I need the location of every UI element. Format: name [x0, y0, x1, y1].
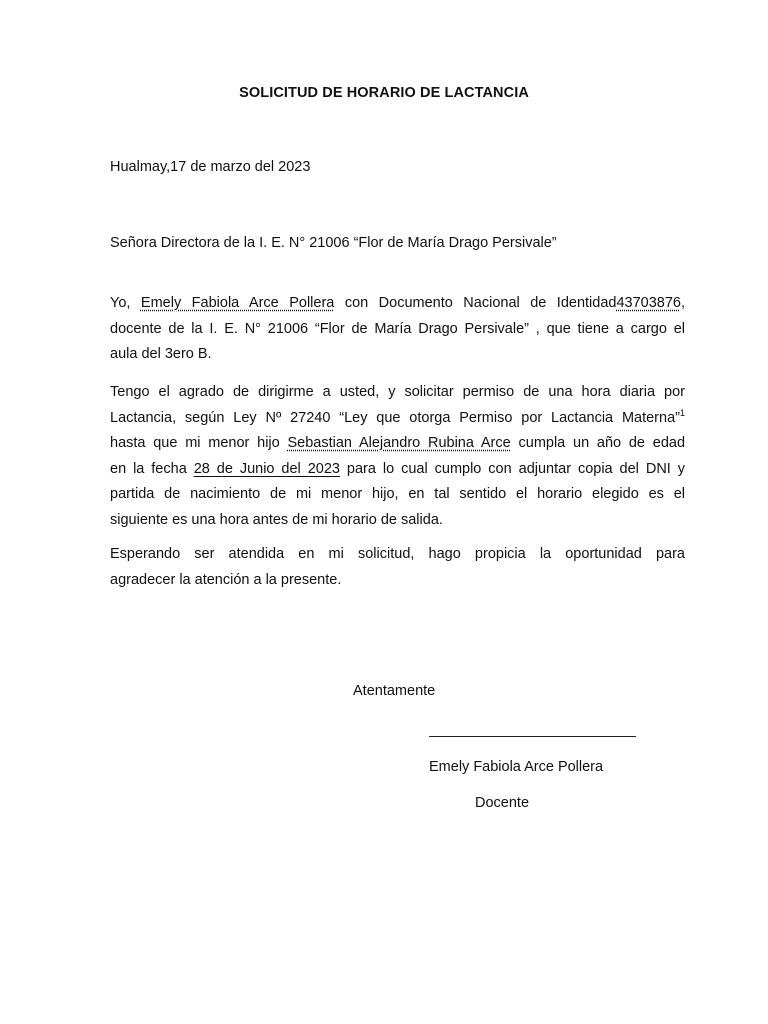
paragraph-2-line-4	[110, 457, 685, 483]
dni-number: 43703876	[616, 295, 681, 311]
paragraph-1-line-2: docente de la I. E. N° 21006 “Flor de María Drago Persivale” , que tiene a cargo el	[110, 320, 685, 337]
paragraph-2-line-5: partida de nacimiento de mi menor hijo, en tal sentido el horario elegido es el	[110, 486, 685, 502]
text-segment: Yo,	[110, 295, 131, 311]
closing-text: Atentamente	[353, 683, 436, 699]
paragraph-2	[110, 380, 685, 533]
signer-role: Docente	[475, 795, 530, 811]
document-title: SOLICITUD DE HORARIO DE LACTANCIA	[239, 85, 529, 101]
signature-line	[429, 736, 636, 737]
text-segment: con Documento Nacional de Identidad	[344, 295, 617, 311]
paragraph-1-line-3: aula del 3ero B.	[110, 346, 212, 362]
child-name: Sebastian Alejandro Rubina Arce	[287, 435, 511, 451]
teacher-name: Emely Fabiola Arce Pollera	[140, 295, 335, 311]
paragraph-2-line-2	[110, 406, 685, 432]
footnote-mark: 1	[679, 407, 685, 418]
paragraph-2-line-1: Tengo el agrado de dirigirme a usted, y solicitar permiso de una hora diaria por	[110, 384, 685, 400]
text-segment: cumpla un año de edad	[518, 435, 686, 451]
paragraph-3-line-2: agradecer la atención a la presente.	[110, 571, 342, 588]
text-segment: ,	[680, 295, 686, 311]
signer-name: Emely Fabiola Arce Pollera	[429, 759, 604, 775]
addressee: Señora Directora de la I. E. N° 21006 “Flor de María Drago Persivale”	[110, 235, 557, 251]
birthday-date: 28 de Junio del 2023	[193, 460, 340, 477]
paragraph-2-line-3	[110, 431, 685, 457]
text-segment: Lactancia, según Ley Nº 27240 “Ley que otorga Permiso por Lactancia Materna”	[110, 409, 680, 426]
paragraph-2-line-6: siguiente es una hora antes de mi horario de salida.	[110, 511, 443, 528]
text-segment: hasta que mi menor hijo	[110, 435, 280, 451]
paragraph-3	[110, 542, 685, 593]
paragraph-3-line-1: Esperando ser atendida en mi solicitud, hago propicia la oportunidad para	[110, 546, 685, 562]
paragraph-1-line-1	[110, 291, 685, 317]
place-date: Hualmay,17 de marzo del 2023	[110, 159, 311, 175]
text-segment: en la fecha	[110, 460, 187, 477]
text-segment: para lo cual cumplo con adjuntar copia del DNI y	[346, 460, 685, 477]
paragraph-1	[110, 291, 685, 368]
